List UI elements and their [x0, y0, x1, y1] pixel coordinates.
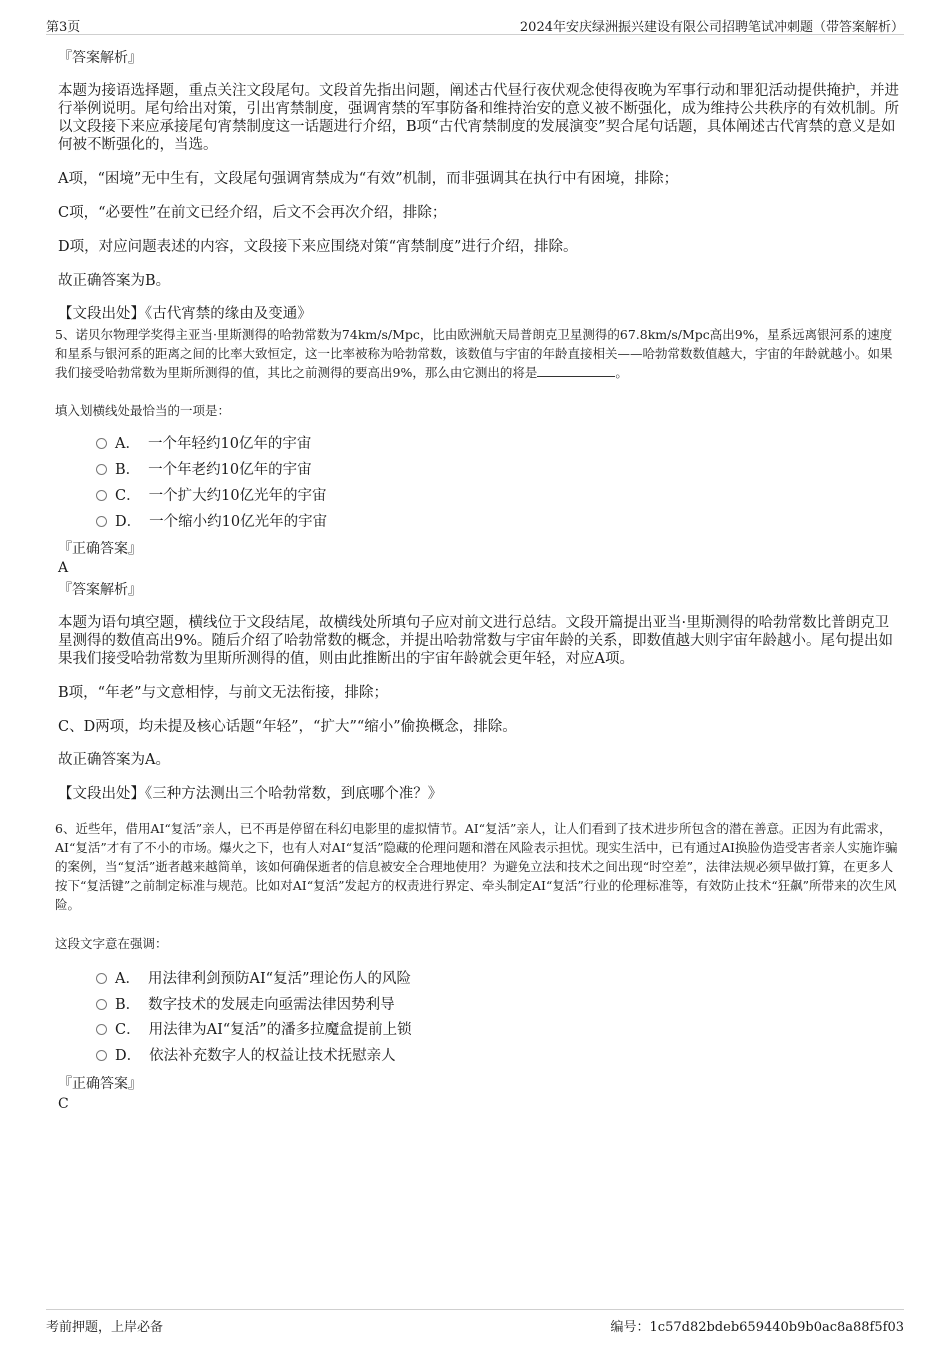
conclusion: 故正确答案为A。: [58, 752, 170, 768]
page-header: [46, 10, 904, 35]
answer-value: C: [58, 1096, 69, 1112]
question-5-option-a[interactable]: A． 一个年轻约10亿年的宇宙: [96, 435, 311, 453]
conclusion: 故正确答案为B。: [58, 273, 171, 289]
question-5-option-c[interactable]: C． 一个扩大约10亿光年的宇宙: [96, 487, 327, 505]
page-footer: [46, 1309, 904, 1338]
analysis-option-a: A项，“困境”无中生有，文段尾句强调宵禁成为“有效”机制，而非强调其在执行中有困境，排除；: [58, 171, 679, 187]
question-6-option-a[interactable]: A． 用法律利剑预防AI“复活”理论伤人的风险: [96, 970, 411, 988]
question-5-option-d[interactable]: D． 一个缩小约10亿光年的宇宙: [96, 513, 327, 531]
page-number: 第3页: [46, 20, 81, 35]
footer-slogan: 考前押题，上岸必备: [46, 1320, 164, 1335]
question-6-option-b[interactable]: B． 数字技术的发展走向亟需法律因势利导: [96, 996, 395, 1014]
radio-icon[interactable]: [96, 490, 107, 501]
radio-icon[interactable]: [96, 464, 107, 475]
question-5-option-b[interactable]: B． 一个年老约10亿年的宇宙: [96, 461, 312, 479]
radio-icon[interactable]: [96, 1050, 107, 1061]
answer-value: A: [58, 560, 69, 576]
question-6-option-d[interactable]: D． 依法补充数字人的权益让技术抚慰亲人: [96, 1047, 396, 1065]
question-5-prompt: 填入划横线处最恰当的一项是：: [55, 403, 231, 418]
answer-blank: [537, 364, 615, 377]
analysis-label: 『答案解析』: [58, 50, 142, 66]
analysis-option-d: D项，对应问题表述的内容，文段接下来应围绕对策“宵禁制度”进行介绍，排除。: [58, 239, 578, 255]
source: 【文段出处】《三种方法测出三个哈勃常数，到底哪个准？》: [58, 786, 443, 802]
radio-icon[interactable]: [96, 1024, 107, 1035]
question-6-prompt: 这段文字意在强调：: [55, 936, 168, 951]
radio-icon[interactable]: [96, 516, 107, 527]
question-6-option-c[interactable]: C． 用法律为AI“复活”的潘多拉魔盒提前上锁: [96, 1021, 412, 1039]
analysis-text: 本题为接语选择题，重点关注文段尾句。文段首先指出问题，阐述古代昼行夜伏观念使得夜晚为军事行动和罪犯活动提供掩护，并进行举例说明。尾句给出对策，引出宵禁制度，强调宵禁的军事防备和维持治安的意义被不断强化，成为维持公共秩序的有效机制。所以文段接下来应承接尾句宵禁制度这一话题进行介绍，B项“古代宵禁制度的发展演变”契合尾句话题，具体阐述古代宵禁的意义是如何被不断强化的，当选。: [58, 83, 899, 153]
source: 【文段出处】《古代宵禁的缘由及变通》: [58, 306, 312, 322]
analysis-option-b: B项，“年老”与文意相悖，与前文无法衔接，排除；: [58, 685, 388, 701]
question-6-stem: 6、近些年，借用AI“复活”亲人，已不再是停留在科幻电影里的虚拟情节。AI“复活”亲人，让人们看到了技术进步所包含的潜在善意。正因为有此需求，AI“复活”才有了不小的市场。爆火之下，也有人对AI“复活”隐藏的伦理问题和潜在风险表示担忧。现实生活中，已有通过AI换脸伪造受害者亲人实施诈骗的案例，当“复活”逝者越来越简单，该如何确保逝者的信息被安全合理地使用？为避免立法和技术之间出现“时空差”，法律法规必须早做打算，在更多人按下“复活键”之前制定标准与规范。比如对AI“复活”发起方的权责进行界定、牵头制定AI“复活”行业的伦理标准等，有效防止技术“狂飙”所带来的次生风险。: [55, 821, 898, 912]
analysis-label: 『答案解析』: [58, 582, 142, 598]
answer-label: 『正确答案』: [58, 541, 142, 557]
analysis-text: 本题为语句填空题，横线位于文段结尾，故横线处所填句子应对前文进行总结。文段开篇提出亚当·里斯测得的哈勃常数比普朗克卫星测得的数值高出9%。随后介绍了哈勃常数的概念，并提出哈勃常数与宇宙年龄的关系，即数值越大则宇宙年龄越小。尾句提出如果我们接受哈勃常数为里斯所测得的值，则由此推断出的宇宙年龄就会更年轻，对应A项。: [58, 615, 893, 667]
radio-icon[interactable]: [96, 999, 107, 1010]
radio-icon[interactable]: [96, 973, 107, 984]
footer-id: 编号：1c57d82bdeb659440b9b0ac8a88f5f03: [610, 1320, 904, 1335]
analysis-option-cd: C、D两项，均未提及核心话题“年轻”，“扩大”“缩小”偷换概念，排除。: [58, 719, 517, 735]
question-5-stem: 5、诺贝尔物理学奖得主亚当·里斯测得的哈勃常数为74km/s/Mpc，比由欧洲航天局普朗克卫星测得的67.8km/s/Mpc高出9%，星系远离银河系的速度和星系与银河系的距离之间的比率大致恒定，这一比率被称为哈勃常数，该数值与宇宙的年龄直接相关——哈勃常数数值越大，宇宙的年龄就越小。如果我们接受哈勃常数为里斯所测得的值，其比之前测得的要高出9%，那么由它测出的将是 。: [55, 327, 893, 380]
radio-icon[interactable]: [96, 438, 107, 449]
document-title: 2024年安庆绿洲振兴建设有限公司招聘笔试冲刺题（带答案解析）: [519, 20, 904, 35]
answer-label: 『正确答案』: [58, 1076, 142, 1092]
analysis-option-c: C项，“必要性”在前文已经介绍，后文不会再次介绍，排除；: [58, 205, 447, 221]
